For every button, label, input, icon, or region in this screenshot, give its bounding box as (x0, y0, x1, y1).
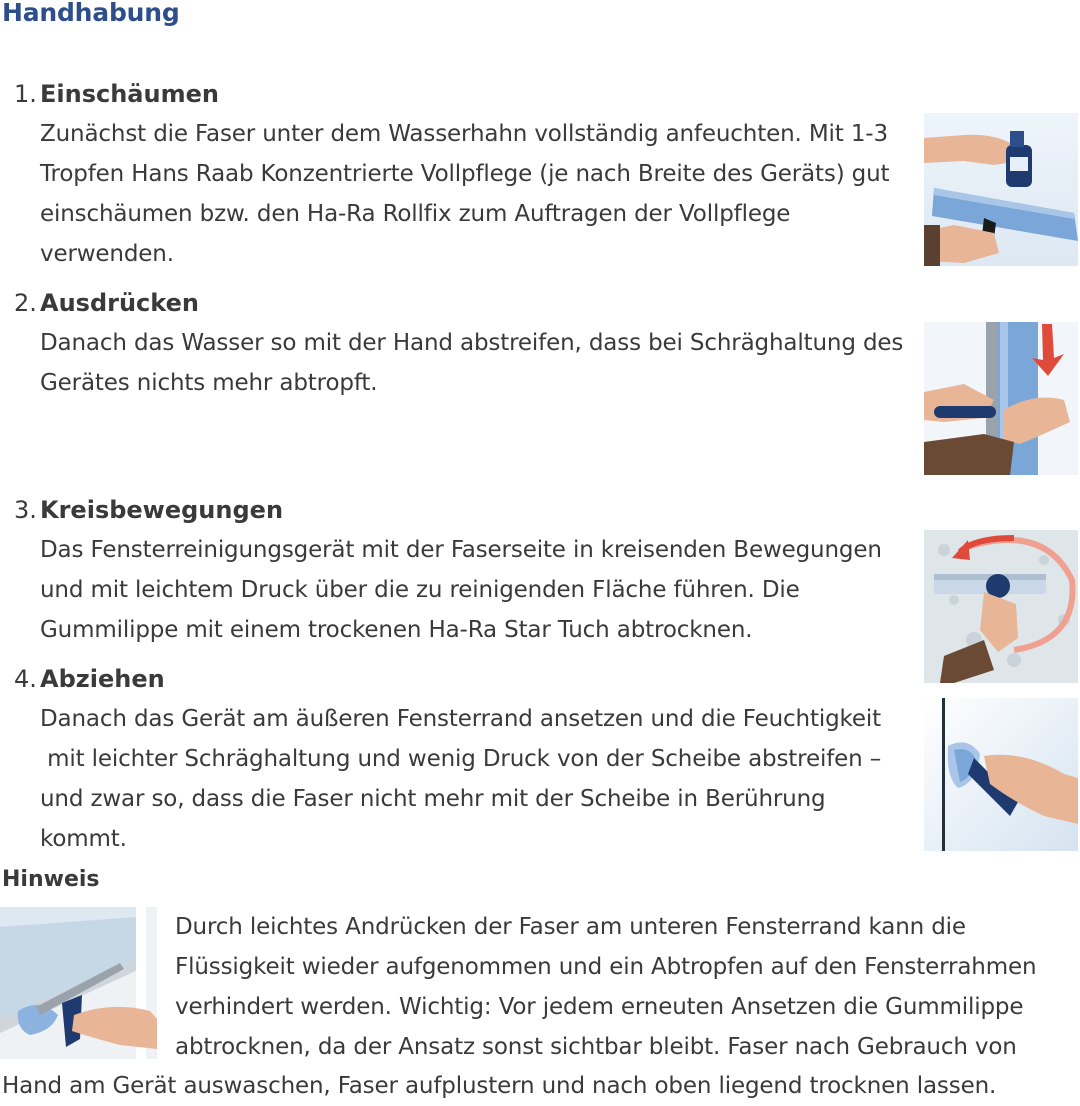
step-2-line: Gerätes nichts mehr abtropft. (40, 370, 378, 396)
step-3-line: Gummilippe mit einem trockenen Ha-Ra Star Tuch abtrocknen. (40, 617, 753, 643)
step-4-body (40, 699, 881, 859)
hint-line: abtrocknen, da der Ansatz sonst sichtbar bleibt. Faser nach Gebrauch von (175, 1034, 1017, 1060)
step-4-line: kommt. (40, 826, 127, 852)
step-4-title (14, 659, 165, 699)
step-4-line: mit leichter Schräghaltung und wenig Druck von der Scheibe abstreifen – (40, 746, 882, 772)
step-3-title (14, 490, 283, 530)
page-heading: Handhabung (2, 0, 180, 27)
step-4-heading: Abziehen (40, 665, 165, 693)
step-3-heading: Kreisbewegungen (40, 496, 284, 524)
step-3-line: und mit leichtem Druck über die zu reinigenden Fläche führen. Die (40, 577, 800, 603)
step-1-number: 1. (14, 80, 37, 108)
step-1-title (14, 74, 219, 114)
hint-line: Flüssigkeit wieder aufgenommen und ein Abtropfen auf den Fensterrahmen (175, 954, 1037, 980)
step-2-body (40, 323, 903, 403)
foam-application-photo (924, 113, 1078, 266)
window-frame-photo (0, 907, 157, 1059)
hint-line: verhindert werden. Wichtig: Vor jedem erneuten Ansetzen die Gummilippe (175, 994, 1024, 1020)
squeeze-water-photo (924, 322, 1078, 475)
step-2-number: 2. (14, 289, 37, 317)
step-1-line: Zunächst die Faser unter dem Wasserhahn vollständig anfeuchten. Mit 1-3 (40, 121, 888, 147)
step-2-line: Danach das Wasser so mit der Hand abstreifen, dass bei Schräghaltung des (40, 330, 904, 356)
wipe-off-photo (924, 698, 1078, 851)
step-3-line: Das Fensterreinigungsgerät mit der Faserseite in kreisenden Bewegungen (40, 537, 882, 563)
step-4-line: und zwar so, dass die Faser nicht mehr mit der Scheibe in Berührung (40, 786, 826, 812)
step-2-heading: Ausdrücken (40, 289, 199, 317)
step-1-body (40, 114, 889, 274)
hint-title: Hinweis (2, 867, 100, 892)
hint-line: Hand am Gerät auswaschen, Faser aufplustern und nach oben liegend trocknen lassen. (2, 1073, 997, 1099)
hint-line: Durch leichtes Andrücken der Faser am unteren Fensterrand kann die (175, 914, 966, 940)
step-3-number: 3. (14, 496, 37, 524)
circular-motion-photo (924, 530, 1078, 683)
step-1-line: verwenden. (40, 241, 174, 267)
step-1-line: Tropfen Hans Raab Konzentrierte Vollpflege (je nach Breite des Geräts) gut (40, 161, 890, 187)
step-3-body (40, 530, 882, 650)
step-2-title (14, 283, 199, 323)
step-4-line: Danach das Gerät am äußeren Fensterrand ansetzen und die Feuchtigkeit (40, 706, 881, 732)
step-1-heading: Einschäumen (40, 80, 219, 108)
step-1-line: einschäumen bzw. den Ha-Ra Rollfix zum Auftragen der Vollpflege (40, 201, 791, 227)
step-4-number: 4. (14, 665, 37, 693)
